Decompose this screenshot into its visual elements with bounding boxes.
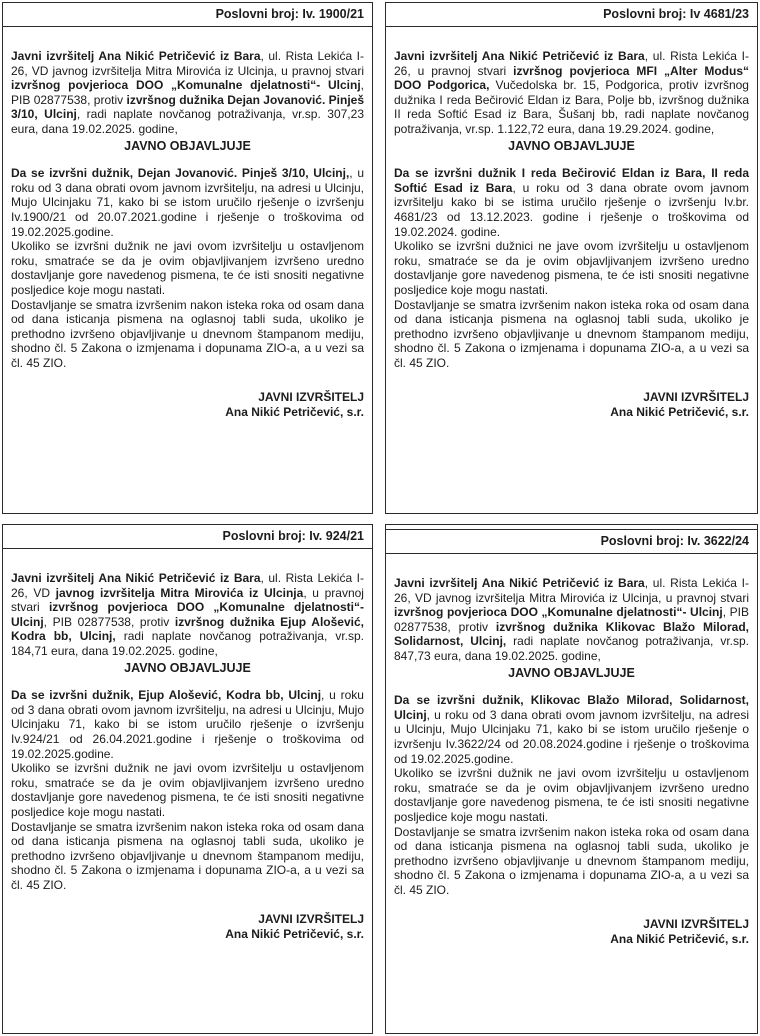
notice-body xyxy=(3,549,372,942)
notice-card xyxy=(2,2,373,514)
text-run: , u roku od 3 dana obrati ovom javnom izvršitelju, na adresi u Ulcinju, Mujo Ulcinjaku 71, kako bi se istom uručilo rješenje o izvršenju Iv.924/21 od 26.04.2021.godine i rješenje o troškovima od 19.02.2025.godine. xyxy=(11,688,364,761)
notice-card xyxy=(2,524,373,1034)
text-run: Dostavljanje se smatra izvršenim nakon isteka roka od osam dana od dana isticanja pismena na oglasnoj tabli suda, ukoliko je prethodno izvršeno objavljivanje u dnevnom štampanom mediju, shodno čl. 5 Zakona o izmjenama i dopunama ZIO-a, a u vezi sa čl. 45 ZIO. xyxy=(11,297,364,370)
signature-name: Ana Nikić Petričević, s.r. xyxy=(610,405,749,420)
signature-block xyxy=(394,917,749,946)
bold-text-run: Da se izvršni dužnik I reda Bečirović Eldan iz Bara, II reda Softić Esad iz Bara xyxy=(394,166,749,195)
text-run: , PIB 02877538, protiv xyxy=(11,78,364,107)
bold-text-run: izvršnog povjerioca DOO „Komunalne djelatnosti“- Ulcinj xyxy=(11,600,364,629)
text-run: radi naplate novčanog potraživanja, vr.sp. 847,73 eura, dana 19.02.2025. godine, xyxy=(394,634,749,663)
text-run: Dostavljanje se smatra izvršenim nakon isteka roka od osam dana od dana isticanja pismena na oglasnoj tabli suda, ukoliko je prethodno izvršeno objavljivanje u dnevnom štampanom mediju, shodno čl. 5 Zakona o izmjenama i dopunama ZIO-a, a u vezi sa čl. 45 ZIO. xyxy=(11,819,364,892)
notice-paragraph xyxy=(394,693,749,766)
case-reference: Poslovni broj: Iv. 3622/24 xyxy=(386,529,757,554)
signature-name: Ana Nikić Petričević, s.r. xyxy=(610,932,749,947)
bold-text-run: izvršnog povjerioca DOO „Komunalne djelatnosti“- Ulcinj xyxy=(394,605,723,620)
bold-text-run: Javni izvršitelj Ana Nikić Petričević iz Bara xyxy=(394,576,645,590)
text-run: Dostavljanje se smatra izvršenim nakon isteka roka od osam dana od dana isticanja pismena na oglasnoj tabli suda, ukoliko je prethodno izvršeno objavljivanje u dnevnom štampanom mediju, shodno čl. 5 Zakona o izmjenama i dopunama ZIO-a, a u vezi sa čl. 45 ZIO. xyxy=(394,824,749,897)
text-run: radi naplate novčanog potraživanja, vr.sp. 184,71 eura, dana 19.02.2025. godine, xyxy=(11,629,365,658)
notice-card xyxy=(385,2,758,514)
bold-text-run: Da se izvršni dužnik, Klikovac Blažo Milorad, Solidarnost, Ulcinj xyxy=(394,693,749,722)
bold-text-run: Da se izvršni dužnik, Ejup Alošević, Kodra bb, Ulcinj xyxy=(11,688,322,703)
text-run: , ul. Rista Lekića I-26, u pravnoj stvari xyxy=(394,49,750,78)
notice-intro xyxy=(11,49,364,137)
signature-title: JAVNI IZVRŠITELJ xyxy=(643,917,749,932)
bold-text-run: Javni izvršitelj Ana Nikić Petričević iz Bara xyxy=(394,49,645,63)
bold-text-run: Da se izvršni dužnik, Dejan Jovanović. Pinješ 3/10, Ulcinj, xyxy=(11,166,350,181)
bold-text-run: izvršnog dužnika Klikovac Blažo Milorad, Solidarnost, Ulcinj, xyxy=(394,619,749,649)
bold-text-run: izvršnog dužnika Dejan Jovanović. Pinješ 3/10, Ulcinj xyxy=(11,92,365,122)
notice-paragraph xyxy=(11,166,364,239)
notice-paragraph xyxy=(11,688,364,761)
notice-body xyxy=(386,554,757,947)
notice-body xyxy=(386,27,757,420)
signature-name: Ana Nikić Petričević, s.r. xyxy=(225,927,364,942)
text-run: , ul. Rista Lekića I-26, VD xyxy=(11,571,364,600)
notice-paragraph xyxy=(11,239,364,297)
text-run: Ukoliko se izvršni dužnik ne javi ovom izvršitelju u ostavljenom roku, smatraće se da je ovim objavljivanjem izvršeno uredno dostavljanje gore navedenog pismena, te će isti snositi negativne posljedice koje mogu nastati. xyxy=(394,766,749,824)
notice-paragraph xyxy=(394,239,749,297)
text-run: , ul. Rista Lekića I-26, VD javnog izvršitelja Mitra Mirovića iz Ulcinja, u pravnoj stvari xyxy=(11,49,364,78)
notice-paragraph xyxy=(11,761,364,819)
notice-card xyxy=(385,524,758,1034)
signature-block xyxy=(11,912,364,941)
notice-heading: JAVNO OBJAVLJUJE xyxy=(124,138,251,153)
notice-intro xyxy=(394,576,749,664)
signature-title: JAVNI IZVRŠITELJ xyxy=(258,390,364,405)
notice-heading: JAVNO OBJAVLJUJE xyxy=(508,665,635,680)
notice-paragraph xyxy=(11,820,364,893)
text-run: , ul. Rista Lekića I-26, VD javnog izvršitelja Mitra Mirovića iz Ulcinja, u pravnoj stvari xyxy=(394,576,750,605)
text-run: , PIB 02877538, protiv xyxy=(394,605,749,634)
notice-body xyxy=(3,27,372,420)
text-run: Ukoliko se izvršni dužnik ne javi ovom izvršitelju u ostavljenom roku, smatraće se da je ovim objavljivanjem izvršeno uredno dostavljanje gore navedenog pismena, te će isti snositi negativne posljedice koje mogu nastati. xyxy=(11,761,364,819)
notice-intro xyxy=(11,571,364,659)
notice-paragraph xyxy=(394,766,749,824)
bold-text-run: Javni izvršitelj Ana Nikić Petričević iz Bara xyxy=(11,571,261,585)
notice-paragraph xyxy=(394,825,749,898)
text-run: Ukoliko se izvršni dužnik ne javi ovom izvršitelju u ostavljenom roku, smatraće se da je ovim objavljivanjem izvršeno uredno dostavljanje gore navedenog pismena, te će isti snositi negativne posljedice koje mogu nastati. xyxy=(11,239,364,297)
bold-text-run: izvršnog dužnika Ejup Alošević, Kodra bb, Ulcinj, xyxy=(11,614,364,644)
notice-heading: JAVNO OBJAVLJUJE xyxy=(124,660,251,675)
bold-text-run: izvršnog povjerioca MFI „Alter Modus“ DOO Podgorica, xyxy=(394,63,749,93)
notice-paragraph xyxy=(11,298,364,371)
text-run: Dostavljanje se smatra izvršenim nakon isteka roka od osam dana od dana isticanja pismena na oglasnoj tabli suda, ukoliko je prethodno izvršeno objavljivanje u dnevnom štampanom mediju, shodno čl. 5 Zakona o izmjenama i dopunama ZIO-a, a u vezi sa čl. 45 ZIO. xyxy=(394,297,749,370)
text-run: , u roku od 3 dana obrati ovom javnom izvršitelju, na adresi u Ulcinju, Mujo Ulcinjaku 71, kako bi se istom uručilo rješenje o izvršenju Iv.3622/24 od 20.08.2024.godine i rješenje o troškovima od 19.02.2025.godine. xyxy=(394,707,749,766)
notice-paragraph xyxy=(394,298,749,371)
signature-block xyxy=(394,390,749,419)
bold-text-run: izvršnog povjerioca DOO „Komunalne djelatnosti“- Ulcinj xyxy=(11,78,361,93)
signature-block xyxy=(11,390,364,419)
text-run: , u roku od 3 dana obrati ovom javnom izvršitelju, na adresi u Ulcinju, Mujo Ulcinjaku 71, kako bi se istom uručilo rješenje o izvršenju Iv.1900/21 od 20.07.2021.godine i rješenje o troškovima od 19.02.2025.godine. xyxy=(11,166,364,239)
notice-intro xyxy=(394,49,749,137)
case-reference: Poslovni broj: Iv. 1900/21 xyxy=(3,3,372,27)
text-run: , radi naplate novčanog potraživanja, vr.sp. 307,23 eura, dana 19.02.2025. godine, xyxy=(11,107,364,136)
case-reference: Poslovni broj: Iv. 924/21 xyxy=(3,525,372,549)
text-run: Ukoliko se izvršni dužnici ne jave ovom izvršitelju u ostavljenom roku, smatraće se da je ovim objavljivanjem izvršeno uredno dostavljanje gore navedenog pismena, te će isti snositi negativne posljedice koje mogu nastati. xyxy=(394,239,749,297)
text-run: , u roku od 3 dana obrate ovom javnom izvršitelju kako bi se istima uručilo rješenje o izvršenju Iv.br. 4681/23 od 13.12.2023. godine i rješenje o troškovima od 19.02.2024. godine. xyxy=(394,180,749,239)
bold-text-run: javnog izvršitelja Mitra Mirovića iz Ulcinja xyxy=(55,585,304,600)
case-reference: Poslovni broj: Iv 4681/23 xyxy=(386,3,757,27)
text-run: , PIB 02877538, protiv xyxy=(43,614,175,629)
signature-title: JAVNI IZVRŠITELJ xyxy=(258,912,364,927)
signature-title: JAVNI IZVRŠITELJ xyxy=(643,390,749,405)
signature-name: Ana Nikić Petričević, s.r. xyxy=(225,405,364,420)
bold-text-run: Javni izvršitelj Ana Nikić Petričević iz Bara xyxy=(11,49,261,63)
notice-heading: JAVNO OBJAVLJUJE xyxy=(508,138,635,153)
text-run: Vučedolska br. 15, Podgorica, protiv izvršnog dužnika I reda Bečirović Eldan iz Bara, Polje bb, izvršnog dužnika II reda Softić Esad iz Bara, Šušanj bb, radi naplate novčanog potraživanja, vr.sp. 1.122,72 eura, dana 19.29.2024. godine, xyxy=(394,78,749,136)
notice-paragraph xyxy=(394,166,749,239)
text-run: , u pravnoj stvari xyxy=(11,585,364,615)
